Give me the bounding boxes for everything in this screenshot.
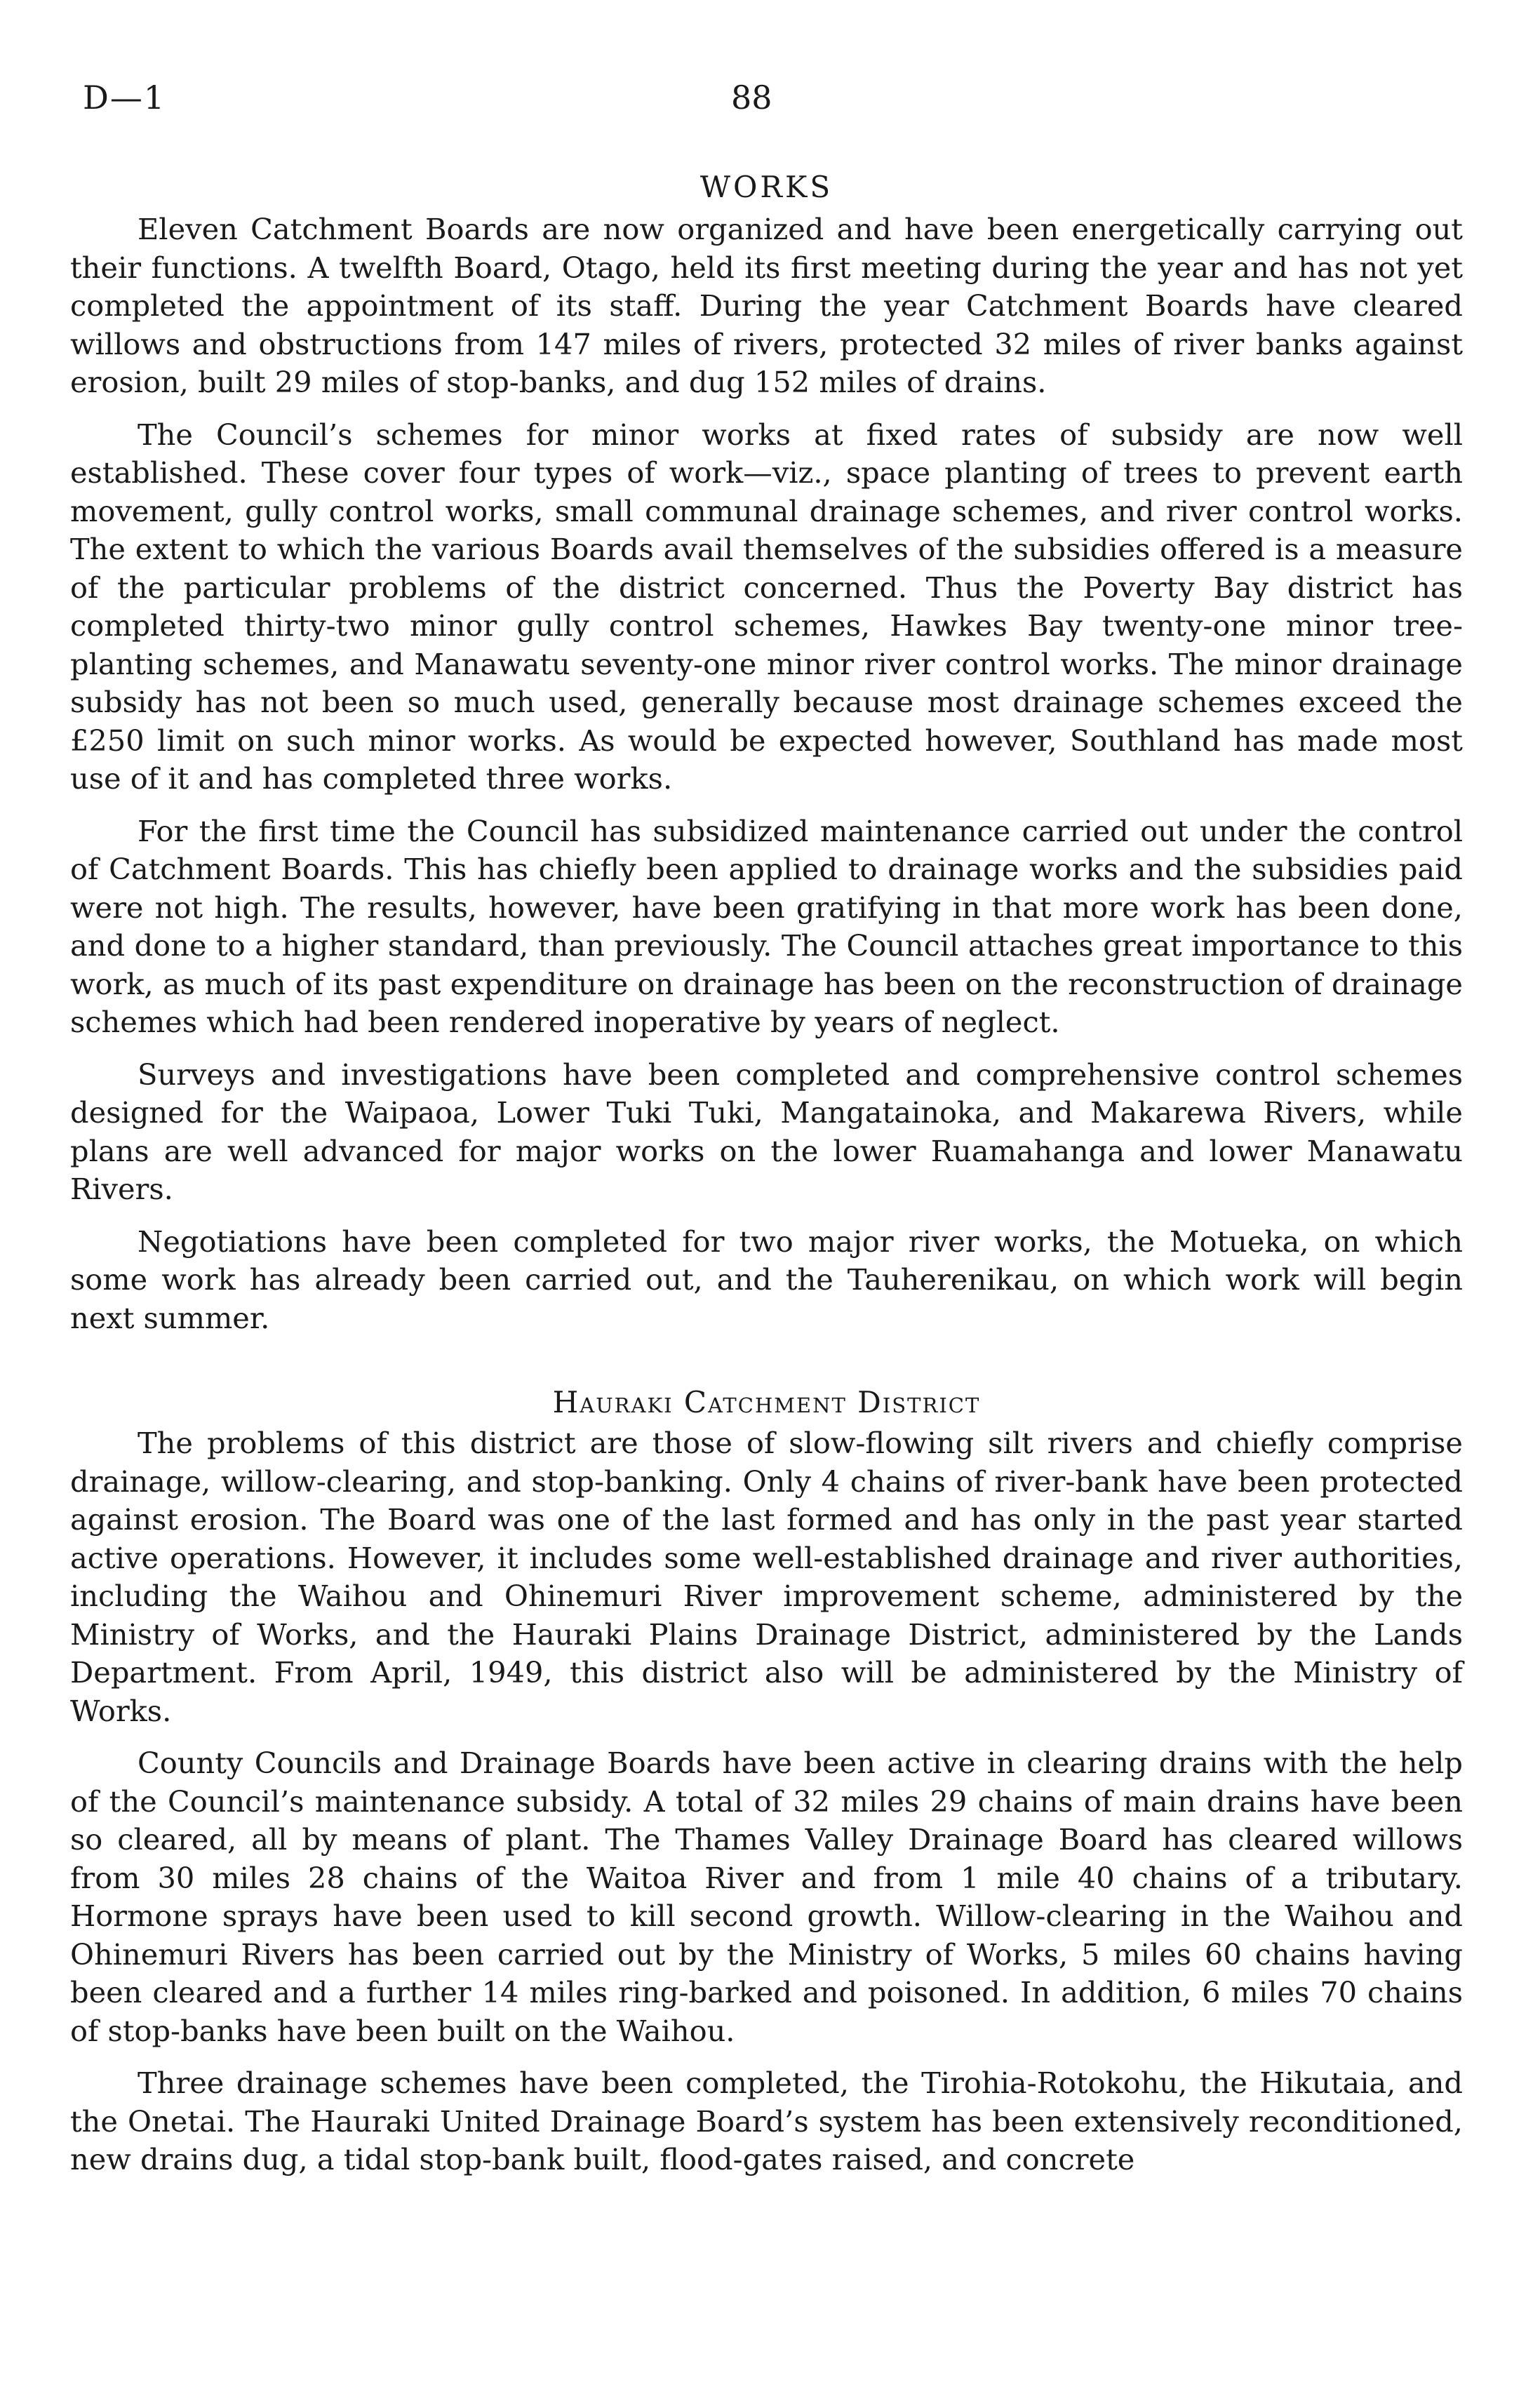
page-number: 88 (731, 79, 772, 116)
document-reference: D—1 (83, 79, 166, 116)
body-text (70, 168, 1463, 2193)
section-heading-works: WORKS (699, 170, 833, 204)
paragraph: County Councils and Drainage Boards have been active in clearing drains with the help of the Council’s maintenance subsidy. A total of 32 miles 29 chains of main drains have been so cleared, all by means of plant. The Thames Valley Drainage Board has cleared willows from 30 miles 28 chains of the Waitoa River and from 1 mile 40 chains of a tributary. Hormone sprays have been used to kill second growth. Willow-clearing in the Waihou and Ohinemuri Rivers has been carried out by the Ministry of Works, 5 miles 60 chains having been cleared and a further 14 miles ring-barked and poisoned. In addition, 6 miles 70 chains of stop-banks have been built on the Waihou. (70, 1746, 1463, 2048)
paragraph: For the first time the Council has subsidized maintenance carried out under the control of Catchment Boards. This has chiefly been applied to drainage works and the subsidies paid were not high. The results, however, have been gratifying in that more work has been done, and done to a higher standard, than previously. The Council attaches great importance to this work, as much of its past expenditure on drainage has been on the reconstruction of drainage schemes which had been rendered inoperative by years of neglect. (70, 813, 1463, 1039)
paragraph: The Council’s schemes for minor works at fixed rates of subsidy are now well established. These cover four types of work—viz., space planting of trees to prevent earth movement, gully control works, small communal drainage schemes, and river control works. The extent to which the various Boards avail themselves of the subsidies offered is a measure of the particular problems of the district concerned. Thus the Poverty Bay district has completed thirty-two minor gully control schemes, Hawkes Bay twenty-one minor tree-planting schemes, and Manawatu seventy-one minor river control works. The minor drainage subsidy has not been so much used, generally because most drainage schemes exceed the £250 limit on such minor works. As would be expected however, Southland has made most use of it and has completed three works. (70, 417, 1463, 796)
paragraph: Three drainage schemes have been completed, the Tirohia-Rotokohu, the Hikutaia, and the Onetai. The Hauraki United Drainage Board’s system has been extensively reconditioned, new drains dug, a tidal stop-bank built, flood-gates raised, and concrete (70, 2066, 1463, 2176)
paragraph: Eleven Catchment Boards are now organized and have been energetically carrying out their functions. A twelfth Board, Otago, held its first meeting during the year and has not yet completed the appointment of its staff. During the year Catchment Boards have cleared willows and obstructions from 147 miles of rivers, protected 32 miles of river banks against erosion, built 29 miles of stop-banks, and dug 152 miles of drains. (70, 212, 1463, 399)
paragraph: Negotiations have been completed for two major river works, the Motueka, on which some work has already been carried out, and the Tauherenikau, on which work will begin next summer. (70, 1224, 1463, 1335)
section-heading-hauraki: Hauraki Catchment District (552, 1385, 981, 1419)
paragraph: The problems of this district are those of slow-flowing silt rivers and chiefly comprise drainage, willow-clearing, and stop-banking. Only 4 chains of river-bank have been protected against erosion. The Board was one of the last formed and has only in the past year started active operations. However, it includes some well-established drainage and river authorities, including the Waihou and Ohinemuri River improvement scheme, administered by the Ministry of Works, and the Hauraki Plains Drainage District, administered by the Lands Department. From April, 1949, this district also will be administered by the Ministry of Works. (70, 1426, 1463, 1728)
paragraph: Surveys and investigations have been completed and comprehensive control schemes designed for the Waipaoa, Lower Tuki Tuki, Mangatainoka, and Makarewa Rivers, while plans are well advanced for major works on the lower Ruamahanga and lower Manawatu Rivers. (70, 1057, 1463, 1206)
